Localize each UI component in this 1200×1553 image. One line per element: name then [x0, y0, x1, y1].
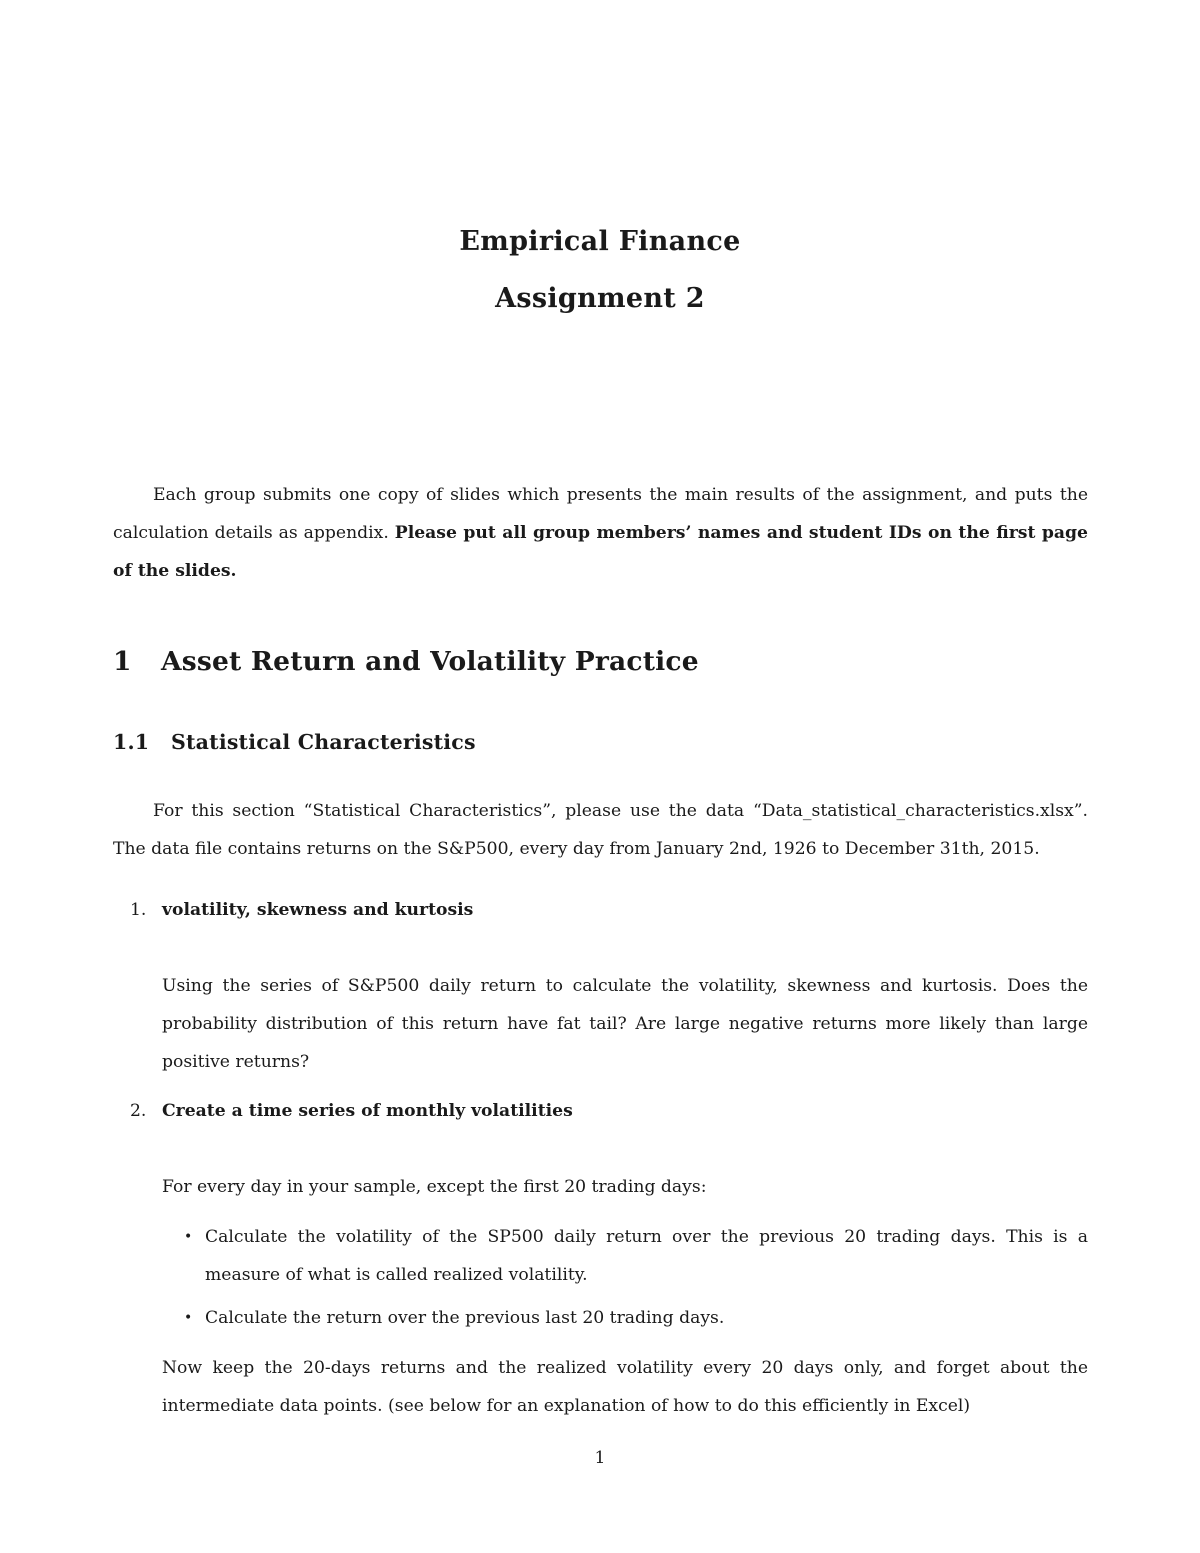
document-subtitle: Assignment 2 — [495, 283, 705, 314]
subsection-title: Statistical Characteristics — [171, 730, 476, 754]
intro-paragraph — [113, 476, 1088, 590]
list-item-number: 2. — [130, 1101, 147, 1121]
bullet-icon: • — [184, 1310, 193, 1326]
section-heading — [113, 646, 699, 677]
section-number: 1 — [113, 646, 132, 677]
list-item-title: volatility, skewness and kurtosis — [162, 900, 474, 920]
list-item-title: Create a time series of monthly volatilities — [162, 1101, 573, 1121]
document-title: Empirical Finance — [459, 226, 741, 257]
list-item-number: 1. — [130, 900, 147, 920]
bullet-icon: • — [184, 1229, 193, 1245]
intro-bold-text: Please put all group members’ names and student IDs on the first page of the slides. — [113, 523, 1088, 581]
bullet-text: Calculate the volatility of the SP500 daily return over the previous 20 trading days. This is a measure of what is called realized volatility. — [205, 1227, 1088, 1285]
list-item — [130, 891, 473, 929]
subsection-heading — [113, 730, 476, 754]
subsection-paragraph: For this section “Statistical Characteristics”, please use the data “Data_statistical_characteristics.xlsx”. The data file contains returns on the S&P500, every day from January 2nd, 1926 to December 31th, 2015. — [113, 801, 1088, 859]
subsection-number: 1.1 — [113, 730, 150, 754]
list-item — [130, 1092, 573, 1130]
list-item-closing-paragraph: Now keep the 20-days returns and the realized volatility every 20 days only, and forget about the intermediate data points. (see below for an explanation of how to do this efficiently in Excel) — [162, 1358, 1088, 1416]
list-item-paragraph: Using the series of S&P500 daily return to calculate the volatility, skewness and kurtosis. Does the probability distribution of this return have fat tail? Are large negative returns more likely than large positive returns? — [162, 976, 1088, 1072]
bullet-text: Calculate the return over the previous last 20 trading days. — [205, 1308, 725, 1328]
intro-text: Each group submits one copy of slides which presents the main results of the assignment, and puts the calculation details as appendix. — [113, 485, 1088, 543]
list-item-paragraph: For every day in your sample, except the first 20 trading days: — [162, 1177, 707, 1197]
section-title: Asset Return and Volatility Practice — [161, 646, 699, 677]
page-number: 1 — [594, 1448, 606, 1468]
